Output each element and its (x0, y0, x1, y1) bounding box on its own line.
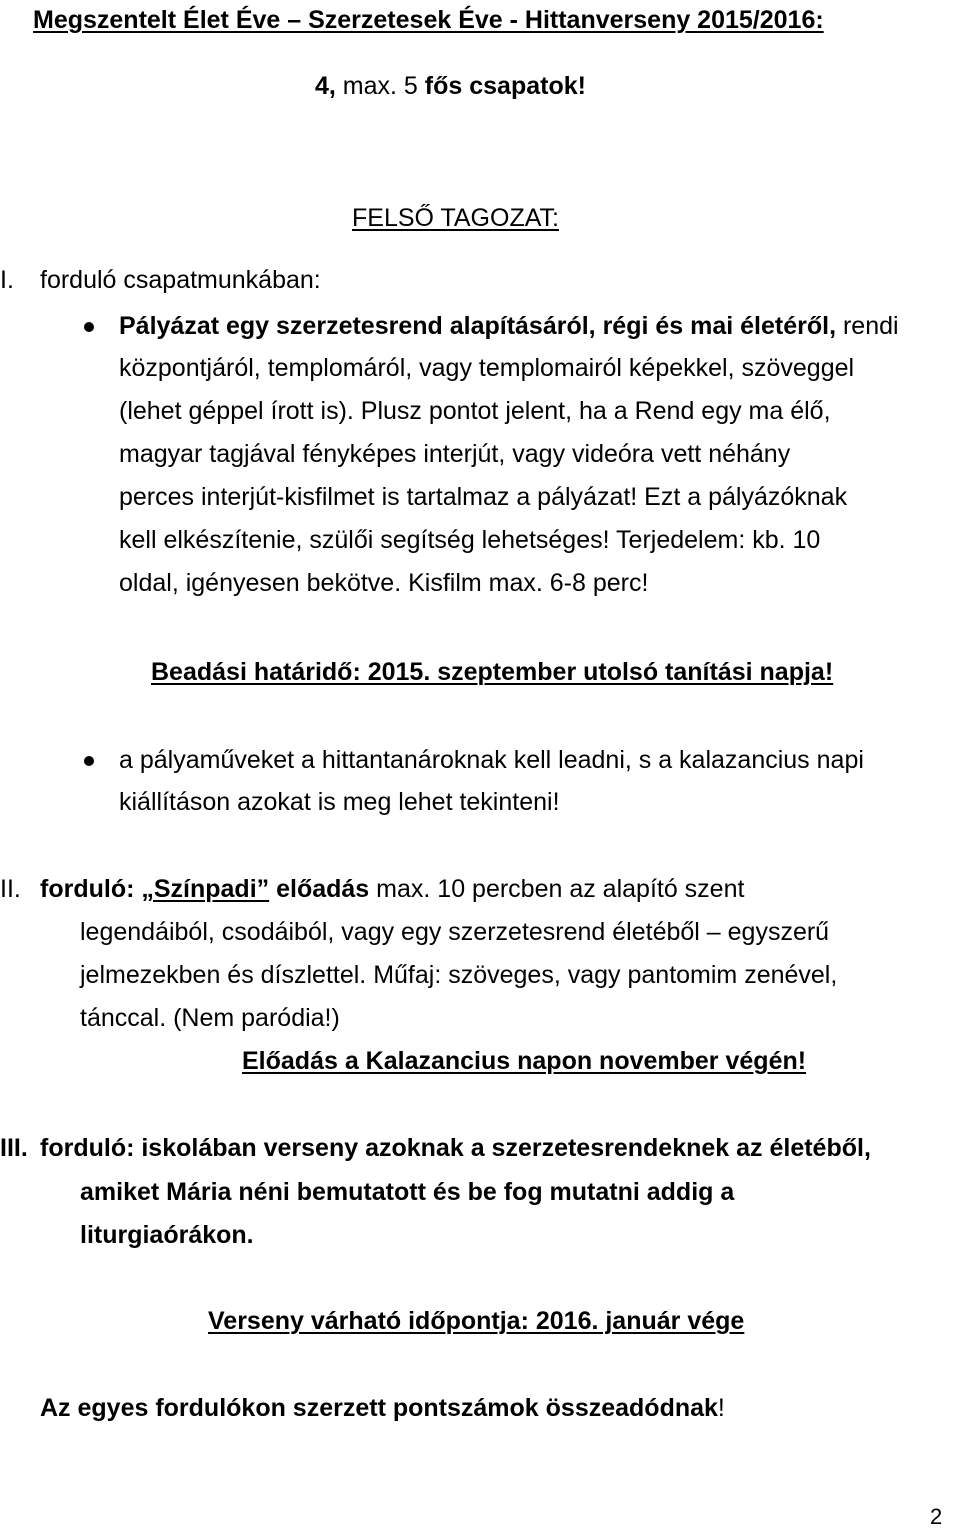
round3-line3: liturgiaórákon. (80, 1221, 254, 1249)
round1-bullet1-line4: magyar tagjával fényképes interjút, vagy videóra vett néhány (119, 440, 791, 468)
round3-number: III. (0, 1134, 28, 1162)
team-size-prefix: 4, (315, 72, 336, 100)
round3-line1: forduló: iskolában verseny azoknak a szerzetesrendeknek az életéből, (40, 1134, 871, 1162)
round2-line2: legendáiból, csodáiból, vagy egy szerzetesrend életéből – egyszerű (80, 918, 830, 946)
round1-bullet1-line5: perces interjút-kisfilmet is tartalmaz a pályázat! Ezt a pályázóknak (119, 483, 848, 511)
round2-heading (40, 873, 744, 905)
round1-bullet2-line1: a pályaműveket a hittantanároknak kell leadni, s a kalazancius napi (119, 746, 864, 774)
round2-line4: tánccal. (Nem paródia!) (80, 1004, 340, 1032)
round2-heading-bold: forduló: (40, 875, 142, 903)
round1-number: I. (0, 266, 14, 294)
final-note-bold: Az egyes fordulókon szerzett pontszámok összeadódnak (40, 1394, 718, 1422)
section-heading: FELSŐ TAGOZAT: (352, 204, 559, 232)
team-size-line (315, 70, 586, 102)
round2-event: Előadás a Kalazancius napon november végén! (242, 1047, 807, 1075)
round1-deadline: Beadási határidő: 2015. szeptember utolsó tanítási napja! (151, 658, 834, 686)
page-number: 2 (930, 1504, 943, 1529)
round3-line2: amiket Mária néni bemutatott és be fog mutatni addig a (80, 1178, 735, 1206)
round2-line3: jelmezekben és díszlettel. Műfaj: szöveges, vagy pantomim zenével, (80, 961, 838, 989)
round2-heading-performance: előadás (269, 875, 370, 903)
round2-heading-stage: „Színpadi” (141, 875, 270, 903)
final-note (40, 1392, 725, 1424)
team-size-text: fős csapatok! (424, 72, 586, 100)
round1-bullet1-line7: oldal, igényesen bekötve. Kisfilm max. 6-8 perc! (119, 569, 649, 597)
document-title: Megszentelt Élet Éve – Szerzetesek Éve - Hittanverseny 2015/2016: (33, 6, 824, 34)
bullet-icon (84, 322, 94, 332)
round1-bullet1-line1 (119, 310, 899, 342)
round1-heading: forduló csapatmunkában: (40, 266, 321, 294)
round2-number: II. (0, 875, 21, 903)
round1-bullet1-bold: Pályázat egy szerzetesrend alapításáról, régi és mai életéről, (119, 312, 837, 340)
round1-bullet1-line2: központjáról, templomáról, vagy templomairól képekkel, szöveggel (119, 354, 855, 382)
bullet-icon (84, 756, 94, 766)
round1-bullet2-line2: kiállításon azokat is meg lehet tekinteni! (119, 788, 560, 816)
final-note-exclamation: ! (717, 1394, 725, 1422)
round1-bullet1-line6: kell elkészítenie, szülői segítség lehetséges! Terjedelem: kb. 10 (119, 526, 821, 554)
team-size-max: max. 5 (335, 72, 425, 100)
round1-bullet1-rest: rendi (836, 312, 899, 340)
competition-date: Verseny várható időpontja: 2016. január vége (208, 1307, 745, 1335)
round2-heading-rest: max. 10 percben az alapító szent (369, 875, 745, 903)
round1-bullet1-line3: (lehet géppel írott is). Plusz pontot jelent, ha a Rend egy ma élő, (119, 397, 831, 425)
